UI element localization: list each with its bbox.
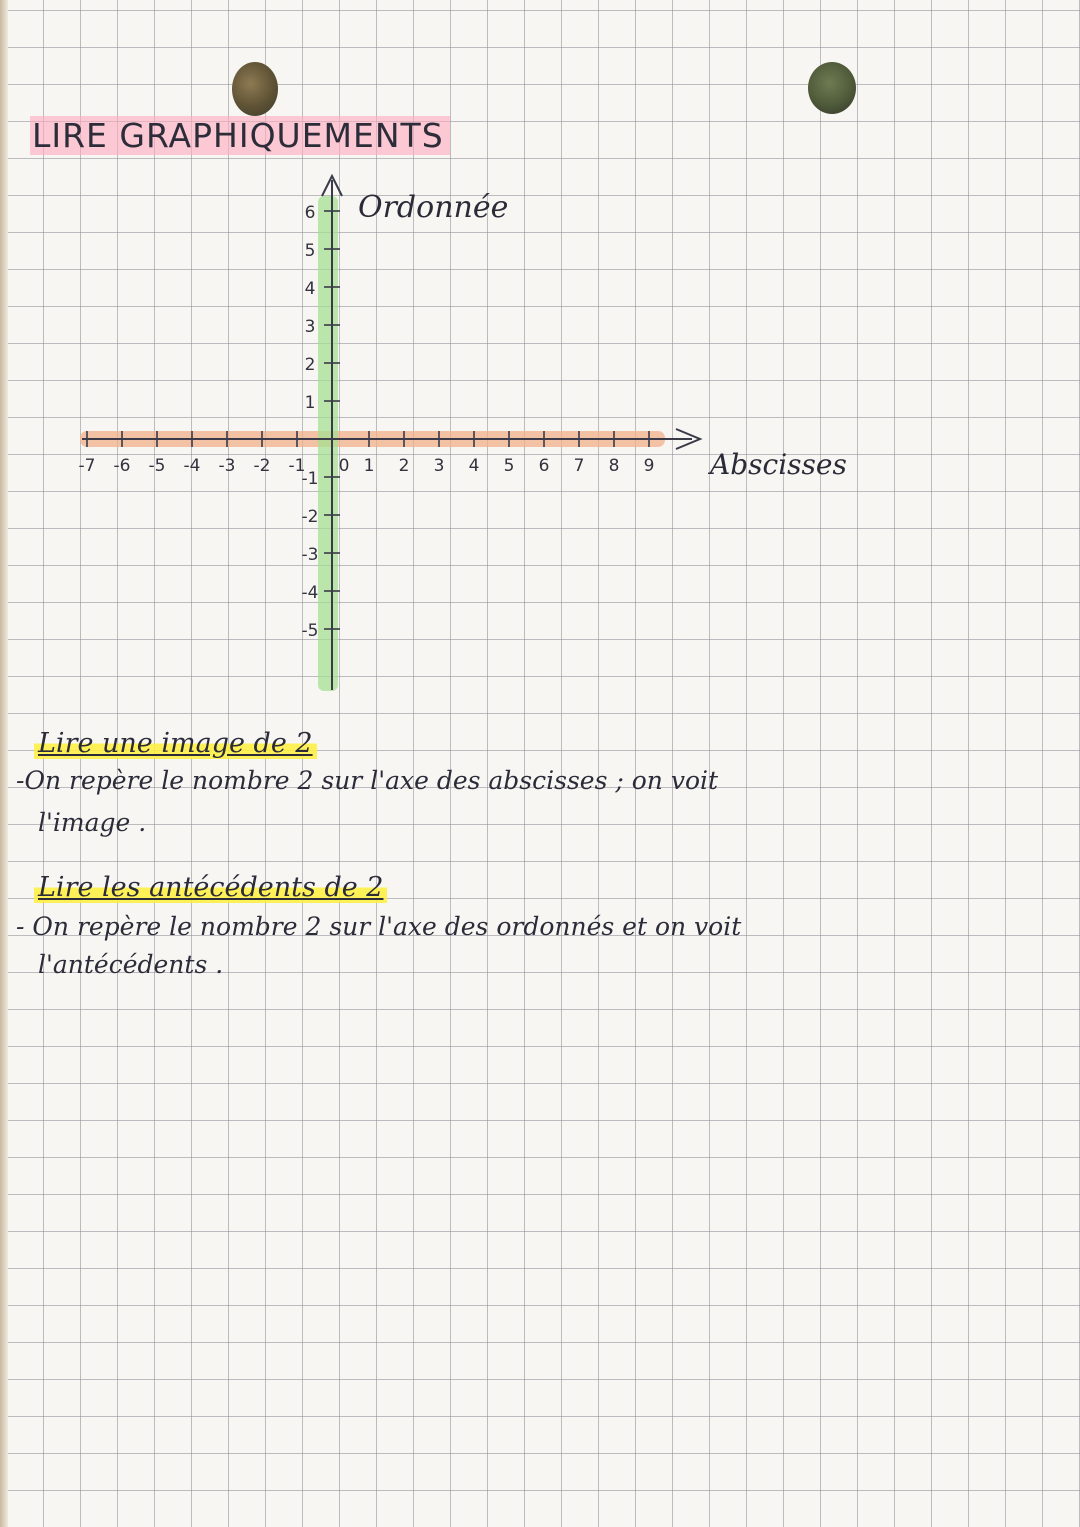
image-line-1: -On repère le nombre 2 sur l'axe des abscisses ; on voit — [16, 766, 719, 795]
x-tick-label: -4 — [183, 456, 201, 476]
title-text: LIRE GRAPHIQUEMENTS — [30, 116, 450, 155]
x-tick-label: 8 — [608, 456, 620, 476]
x-axis-label: Abscisses — [710, 448, 847, 481]
y-axis-highlight — [318, 196, 338, 691]
antecedents-line-2: l'antécédents . — [38, 950, 224, 979]
x-tick-label: 9 — [643, 456, 655, 476]
x-tick-label: 5 — [503, 456, 515, 476]
y-tick-label: 6 — [304, 203, 316, 223]
image-heading-text: Lire une image de 2 — [34, 728, 317, 759]
antecedents-line-1: - On repère le nombre 2 sur l'axe des ordonnés et on voit — [16, 912, 742, 941]
image-line-2: l'image . — [38, 808, 147, 837]
y-tick-label: -1 — [301, 469, 319, 489]
y-tick-label: -2 — [301, 507, 319, 527]
x-tick-label: -7 — [78, 456, 96, 476]
x-tick-label: 0 — [338, 456, 350, 476]
x-tick-label: -1 — [288, 456, 306, 476]
y-tick-label: -3 — [301, 545, 319, 565]
y-tick-label: 2 — [304, 355, 316, 375]
x-tick-label: 3 — [433, 456, 445, 476]
y-tick-label: 4 — [304, 279, 316, 299]
antecedents-heading — [34, 872, 387, 903]
x-tick-label: 2 — [398, 456, 410, 476]
x-tick-label: 7 — [573, 456, 585, 476]
x-tick-label: 1 — [363, 456, 375, 476]
x-tick-label: -2 — [253, 456, 271, 476]
y-tick-label: 3 — [304, 317, 316, 337]
y-tick-label: -4 — [301, 583, 319, 603]
y-tick-label: -5 — [301, 621, 319, 641]
x-tick-label: 4 — [468, 456, 480, 476]
coordinate-graph — [0, 0, 1080, 720]
x-tick-label: -5 — [148, 456, 166, 476]
x-tick-label: -3 — [218, 456, 236, 476]
y-tick-label: 1 — [304, 393, 316, 413]
image-heading — [34, 728, 317, 759]
y-tick-label: 5 — [304, 241, 316, 261]
x-tick-label: -6 — [113, 456, 131, 476]
antecedents-heading-text: Lire les antécédents de 2 — [34, 872, 387, 903]
y-axis-label: Ordonnée — [358, 190, 509, 225]
x-tick-label: 6 — [538, 456, 550, 476]
